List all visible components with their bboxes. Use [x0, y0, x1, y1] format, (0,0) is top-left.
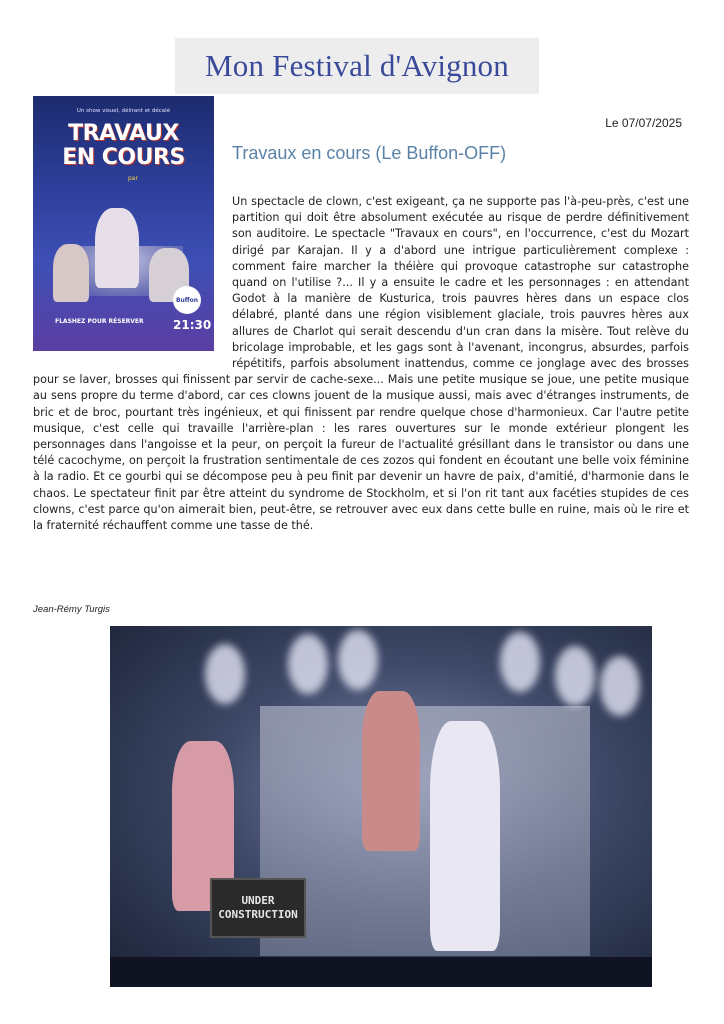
stage-floor [110, 957, 652, 987]
article-date: Le 07/07/2025 [605, 116, 682, 130]
smoke-jet [555, 646, 595, 706]
smoke-jet [288, 634, 328, 694]
poster-cta: FLASHEZ POUR RÉSERVER [55, 318, 144, 325]
stage-photo [110, 626, 652, 987]
article-body-text: Un spectacle de clown, c'est exigeant, ça ne supporte pas l'à-peu-près, c'est une partition qui doit être absolument exécutée au risque de perdre définitivement son auditoire. Le spectacle "Travaux en cours", en l'occurrence, c'est du Mozart dirigé par Karajan. Il y a d'abord une intrigue particulièrement complexe : comment faire marcher la théière qui provoque catastrophe sur catastrophe quand on l'utilise ?... Il y a ensuite le cadre et les personnages : en attendant Godot à la manière de Kusturica, trois pauvres hères dans un espace clos délabré, planté dans une région visiblement glaciale, trois pauvres hères aux allures de Charlot qui serait descendu d'un cran dans la misère. Tout relève du bricolage improbable, et les gags sont à l'avenant, incongrus, absurdes, parfois répétitifs, parfois absolument inattendus, comme ce jonglage avec des brosses pour se laver, brosses qui finissent par servir de cache-sexe... Mais une petite musique se joue, une petite musique au sens propre du terme d'abord, car ces clowns jouent de la musique aussi, mais avec d'étranges instruments, de bric et de broc, pourtant très ingénieux, et qui finissent par rendre quelque chose d'harmonieux. Car l'autre petite musique, c'est celle qui travaille l'arrière-plan : les rares ouvertures sur le monde extérieur plongent les personnages dans l'angoisse et la peur, on perçoit la fureur de l'actualité grésillant dans le transistor ou dans une télé cacochyme, on perçoit la frustration sentimentale de ces zozos qui fondent en écoutant une belle voix féminine à la radio. Et ce gourbi qui se décompose peu à peu finit par devenir un havre de paix, d'amitié, d'harmonie dans le chaos. Le spectateur finit par être atteint du syndrome de Stockholm, et si l'on rit tant aux facéties stupides de ces clowns, c'est parce qu'on aimerait bien, peut-être, se retrouver avec eux dans cette bulle en ruine, mais où le rire et la fraternité réchauffent comme une tasse de thé. [33, 195, 689, 533]
smoke-jet [338, 630, 378, 690]
masthead-title: Mon Festival d'Avignon [205, 48, 509, 83]
article-title: Travaux en cours (Le Buffon-OFF) [232, 143, 507, 163]
smoke-jet [500, 632, 540, 692]
poster-wrap-space [33, 194, 232, 370]
sign-line2: CONSTRUCTION [218, 908, 298, 921]
photo-backdrop [260, 706, 590, 956]
smoke-jet [205, 644, 245, 704]
clown-right-figure [430, 721, 500, 951]
poster-title-line1: TRAVAUX [68, 121, 179, 146]
poster-tagline: Un show visuel, délirant et décalé [76, 108, 171, 114]
poster-by: par [128, 175, 138, 182]
clown-center-figure [362, 691, 420, 851]
poster-venue-logo: Buffon [173, 286, 201, 314]
under-construction-sign [210, 878, 306, 938]
smoke-jet [600, 656, 640, 716]
masthead-banner [175, 38, 539, 94]
poster-title-line2: EN COURS [62, 145, 185, 170]
poster-title [33, 122, 214, 170]
article-author: Jean-Rémy Turgis [33, 604, 110, 615]
sign-line1: UNDER [241, 894, 275, 907]
article-body [33, 194, 689, 534]
poster-time: 21:30 [173, 318, 212, 332]
